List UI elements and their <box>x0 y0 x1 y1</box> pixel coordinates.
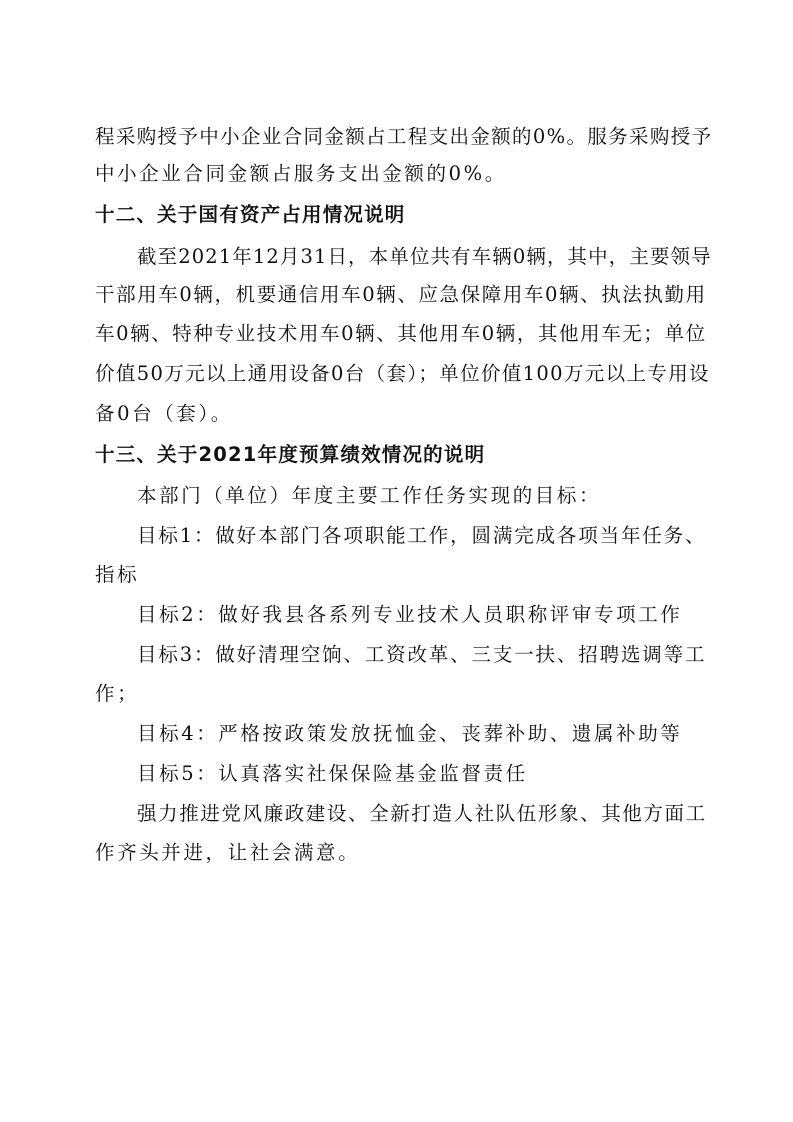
body-text-line: 强力推进党风廉政建设、全新打造人社队伍形象、其他方面工 <box>137 802 707 825</box>
goal-item: 目标5：认真落实社保保险基金监督责任 <box>137 762 528 785</box>
body-text-line: 中小企业合同金额占服务支出金额的0%。 <box>95 162 507 185</box>
body-text-line: 程采购授予中小企业合同金额占工程支出金额的0%。服务采购授予 <box>95 125 713 148</box>
body-text-line: 本部门（单位）年度主要工作任务实现的目标： <box>137 484 602 507</box>
body-text-line: 价值50万元以上通用设备0台（套）；单位价值100万元以上专用设 <box>95 362 710 385</box>
section-heading-13: 十三、关于2021年度预算绩效情况的说明 <box>95 443 486 466</box>
goal-item: 目标2：做好我县各系列专业技术人员职称评审专项工作 <box>137 603 683 626</box>
body-text-line: 指标 <box>95 563 140 586</box>
body-text-line: 作齐头并进，让社会满意。 <box>95 841 361 864</box>
body-text-line: 截至2021年12月31日，本单位共有车辆0辆，其中，主要领导 <box>137 245 712 268</box>
section-heading-12: 十二、关于国有资产占用情况说明 <box>95 203 406 226</box>
body-text-line: 车0辆、特种专业技术用车0辆、其他用车0辆，其他用车无；单位 <box>95 322 707 345</box>
goal-item: 目标3：做好清理空饷、工资改革、三支一扶、招聘选调等工 <box>137 643 707 666</box>
body-text-line: 备0台（套）。 <box>95 402 233 425</box>
body-text-line: 作； <box>95 682 140 705</box>
body-text-line: 干部用车0辆，机要通信用车0辆、应急保障用车0辆、执法执勤用 <box>95 283 707 306</box>
goal-item: 目标4：严格按政策发放抚恤金、丧葬补助、遗属补助等 <box>137 722 683 745</box>
goal-item: 目标1：做好本部门各项职能工作，圆满完成各项当年任务、 <box>137 524 707 547</box>
